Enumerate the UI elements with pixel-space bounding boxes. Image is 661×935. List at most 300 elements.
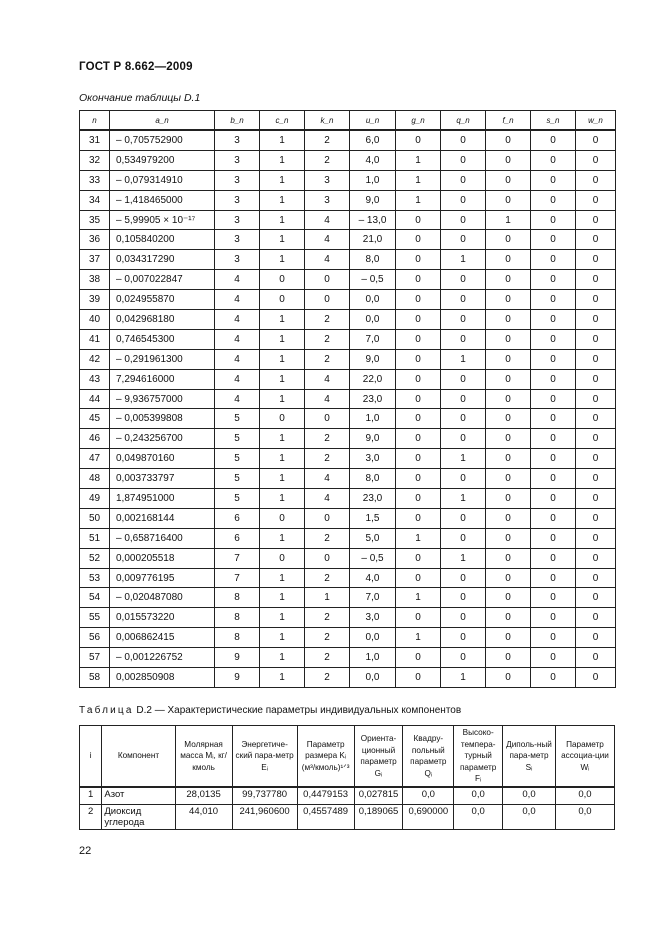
table-cell: 5 bbox=[215, 449, 260, 469]
table1-col-header: g_n bbox=[396, 111, 441, 131]
table-cell: 0 bbox=[441, 429, 486, 449]
table-cell: 0 bbox=[531, 210, 576, 230]
table-row bbox=[80, 230, 616, 250]
table-row bbox=[80, 489, 616, 509]
table-cell: 0 bbox=[396, 310, 441, 330]
table-cell: 0 bbox=[441, 190, 486, 210]
table2-col-header: Параметр ассоциа-ции Wᵢ bbox=[555, 726, 614, 788]
table-cell: 1 bbox=[260, 329, 305, 349]
table-cell: 0 bbox=[260, 270, 305, 290]
table-cell: 0 bbox=[531, 310, 576, 330]
table-cell: 0 bbox=[486, 588, 531, 608]
table-row bbox=[80, 369, 616, 389]
table-cell: 0 bbox=[486, 568, 531, 588]
table-cell: 39 bbox=[80, 290, 110, 310]
table-cell: 1 bbox=[260, 389, 305, 409]
table-cell: 3 bbox=[215, 190, 260, 210]
table-cell: 0 bbox=[531, 150, 576, 170]
table-cell: 0 bbox=[576, 608, 616, 628]
table-cell: 0 bbox=[531, 369, 576, 389]
table-cell: 41 bbox=[80, 329, 110, 349]
table-cell: 0,009776195 bbox=[110, 568, 215, 588]
table-cell: 3,0 bbox=[350, 449, 396, 469]
table-cell: 0 bbox=[576, 489, 616, 509]
table-cell: 44,010 bbox=[175, 805, 232, 830]
table-cell: 0 bbox=[396, 369, 441, 389]
table-cell: 1,0 bbox=[350, 409, 396, 429]
table-cell: 0 bbox=[441, 389, 486, 409]
table-cell: 21,0 bbox=[350, 230, 396, 250]
table-cell: 7 bbox=[215, 548, 260, 568]
table-cell: 1 bbox=[305, 588, 350, 608]
table-row bbox=[80, 787, 615, 805]
table-cell: 1 bbox=[441, 449, 486, 469]
table-cell: 22,0 bbox=[350, 369, 396, 389]
table-cell: Азот bbox=[102, 787, 175, 805]
table-cell: 7,0 bbox=[350, 588, 396, 608]
table-cell: 1 bbox=[396, 588, 441, 608]
table-cell: 2 bbox=[305, 608, 350, 628]
table-cell: 0 bbox=[441, 469, 486, 489]
table-cell: 0,006862415 bbox=[110, 628, 215, 648]
table-cell: 48 bbox=[80, 469, 110, 489]
table-cell: 2 bbox=[305, 130, 350, 150]
table-cell: 45 bbox=[80, 409, 110, 429]
table-cell: 0 bbox=[576, 369, 616, 389]
table-cell: – 5,99905 × 10⁻¹⁷ bbox=[110, 210, 215, 230]
table-cell: 0 bbox=[576, 150, 616, 170]
table-row bbox=[80, 389, 616, 409]
table2-caption bbox=[79, 705, 461, 716]
table-cell: 49 bbox=[80, 489, 110, 509]
table-cell: 36 bbox=[80, 230, 110, 250]
table-cell: 0 bbox=[531, 429, 576, 449]
table-cell: 0 bbox=[531, 588, 576, 608]
table-cell: 35 bbox=[80, 210, 110, 230]
table-cell: 2 bbox=[305, 628, 350, 648]
table-cell: 0 bbox=[531, 668, 576, 688]
table-cell: 23,0 bbox=[350, 489, 396, 509]
table-cell: 0 bbox=[441, 329, 486, 349]
table-cell: 0 bbox=[396, 349, 441, 369]
table2-col-header: Ориента-ционный параметр Gᵢ bbox=[354, 726, 403, 788]
table-cell: 0 bbox=[396, 449, 441, 469]
table1-col-header: u_n bbox=[350, 111, 396, 131]
table-row bbox=[80, 668, 616, 688]
table-cell: 3 bbox=[215, 230, 260, 250]
table-cell: 2 bbox=[305, 429, 350, 449]
table-cell: 0,000205518 bbox=[110, 548, 215, 568]
table-cell: 9,0 bbox=[350, 349, 396, 369]
table-row bbox=[80, 190, 616, 210]
table-cell: 0 bbox=[486, 508, 531, 528]
table1-header-row bbox=[80, 111, 616, 131]
table-cell: 0 bbox=[441, 588, 486, 608]
table-cell: 0 bbox=[486, 170, 531, 190]
table-cell: 0 bbox=[305, 409, 350, 429]
table-cell: 3 bbox=[215, 250, 260, 270]
table1-col-header: f_n bbox=[486, 111, 531, 131]
table-cell: 0 bbox=[441, 270, 486, 290]
table-cell: 34 bbox=[80, 190, 110, 210]
table-cell: 0 bbox=[441, 528, 486, 548]
table-cell: 0,049870160 bbox=[110, 449, 215, 469]
table-cell: 0 bbox=[576, 230, 616, 250]
table2-caption-text: D.2 — Характеристические параметры индивидуальных компонентов bbox=[133, 705, 462, 716]
table-cell: 0,027815 bbox=[354, 787, 403, 805]
table-cell: 1 bbox=[260, 369, 305, 389]
table-cell: 1 bbox=[441, 349, 486, 369]
table-cell: – 0,705752900 bbox=[110, 130, 215, 150]
table-cell: 3 bbox=[305, 190, 350, 210]
table-cell: 0,034317290 bbox=[110, 250, 215, 270]
table-row bbox=[80, 130, 616, 150]
table-cell: – 1,418465000 bbox=[110, 190, 215, 210]
table-cell: 0 bbox=[396, 508, 441, 528]
table-row bbox=[80, 310, 616, 330]
table-cell: 4 bbox=[305, 389, 350, 409]
table-cell: 0 bbox=[531, 290, 576, 310]
table-cell: 0 bbox=[486, 190, 531, 210]
table-cell: 1 bbox=[260, 568, 305, 588]
table-cell: 0 bbox=[531, 628, 576, 648]
table-cell: 0 bbox=[396, 489, 441, 509]
table-cell: 9 bbox=[215, 668, 260, 688]
table-cell: 2 bbox=[305, 568, 350, 588]
table-cell: 0 bbox=[531, 489, 576, 509]
table-cell: 4 bbox=[305, 369, 350, 389]
table-row bbox=[80, 528, 616, 548]
table-cell: 6,0 bbox=[350, 130, 396, 150]
table-cell: 4 bbox=[215, 389, 260, 409]
table-cell: 0 bbox=[305, 548, 350, 568]
table-cell: 0,0 bbox=[454, 787, 503, 805]
table-cell: 1 bbox=[260, 449, 305, 469]
table-cell: 31 bbox=[80, 130, 110, 150]
table-cell: 0 bbox=[486, 389, 531, 409]
table-cell: 43 bbox=[80, 369, 110, 389]
table-cell: 0 bbox=[396, 270, 441, 290]
table-cell: 1 bbox=[260, 130, 305, 150]
table-cell: 0 bbox=[576, 409, 616, 429]
table-cell: 7,294616000 bbox=[110, 369, 215, 389]
table-cell: 54 bbox=[80, 588, 110, 608]
table-cell: 0 bbox=[576, 290, 616, 310]
table-cell: 2 bbox=[305, 349, 350, 369]
table-cell: 1 bbox=[260, 250, 305, 270]
table-cell: 0 bbox=[396, 290, 441, 310]
table-cell: 4,0 bbox=[350, 568, 396, 588]
table-cell: 0 bbox=[441, 648, 486, 668]
table-cell: 9,0 bbox=[350, 429, 396, 449]
table-cell: 0 bbox=[441, 310, 486, 330]
table-cell: 4 bbox=[215, 369, 260, 389]
table-cell: 3 bbox=[305, 170, 350, 190]
table-row bbox=[80, 150, 616, 170]
table-cell: 3 bbox=[215, 170, 260, 190]
table-cell: 55 bbox=[80, 608, 110, 628]
table-cell: 0 bbox=[396, 250, 441, 270]
table-cell: 0 bbox=[531, 469, 576, 489]
table-row bbox=[80, 250, 616, 270]
table-cell: 38 bbox=[80, 270, 110, 290]
table-cell: 1 bbox=[441, 668, 486, 688]
table-cell: 4 bbox=[215, 329, 260, 349]
table-cell: 0 bbox=[441, 170, 486, 190]
table-cell: 0 bbox=[396, 548, 441, 568]
table-cell: 0 bbox=[396, 130, 441, 150]
table-cell: 1 bbox=[260, 648, 305, 668]
table-cell: 6 bbox=[215, 528, 260, 548]
table-cell: 0 bbox=[531, 389, 576, 409]
table-row bbox=[80, 210, 616, 230]
table-cell: 5 bbox=[215, 429, 260, 449]
table-cell: 32 bbox=[80, 150, 110, 170]
table-row bbox=[80, 329, 616, 349]
table-cell: 0 bbox=[576, 170, 616, 190]
table-cell: 0 bbox=[305, 270, 350, 290]
table-cell: 0 bbox=[576, 588, 616, 608]
table-cell: 1 bbox=[441, 250, 486, 270]
table1-col-header: a_n bbox=[110, 111, 215, 131]
table-cell: 0,003733797 bbox=[110, 469, 215, 489]
table-cell: 0,002168144 bbox=[110, 508, 215, 528]
table-cell: 2 bbox=[305, 528, 350, 548]
table-cell: 0 bbox=[396, 329, 441, 349]
table-cell: 1 bbox=[396, 170, 441, 190]
table-cell: 0 bbox=[576, 449, 616, 469]
table-cell: 0,4479153 bbox=[297, 787, 354, 805]
table-cell: 1,0 bbox=[350, 648, 396, 668]
table-cell: 0 bbox=[576, 508, 616, 528]
table2-col-header: i bbox=[80, 726, 102, 788]
table-d1 bbox=[79, 110, 616, 688]
table-cell: 1 bbox=[396, 528, 441, 548]
table-cell: 0 bbox=[486, 648, 531, 668]
table-cell: 1 bbox=[396, 150, 441, 170]
table-cell: 0 bbox=[486, 409, 531, 429]
table-cell: 0 bbox=[531, 250, 576, 270]
table2-col-header: Молярная масса Mᵢ, кг/кмоль bbox=[175, 726, 232, 788]
table-cell: 0 bbox=[260, 290, 305, 310]
table-cell: 52 bbox=[80, 548, 110, 568]
table-cell: 0 bbox=[531, 608, 576, 628]
table-cell: 0,0 bbox=[350, 310, 396, 330]
table-cell: 241,960600 bbox=[232, 805, 297, 830]
table-cell: 0 bbox=[576, 548, 616, 568]
table-cell: 0 bbox=[576, 568, 616, 588]
table-cell: 0 bbox=[531, 449, 576, 469]
table-cell: 0,0 bbox=[555, 787, 614, 805]
table-cell: 56 bbox=[80, 628, 110, 648]
table-row bbox=[80, 548, 616, 568]
table-cell: 0 bbox=[396, 568, 441, 588]
table-cell: – 0,291961300 bbox=[110, 349, 215, 369]
table-cell: – 0,079314910 bbox=[110, 170, 215, 190]
table-row bbox=[80, 429, 616, 449]
table-cell: 1 bbox=[260, 349, 305, 369]
table2-col-header: Энергетиче-ский пара-метр Eᵢ bbox=[232, 726, 297, 788]
table-cell: 0 bbox=[576, 668, 616, 688]
table-cell: 0,002850908 bbox=[110, 668, 215, 688]
table-cell: 4,0 bbox=[350, 150, 396, 170]
table-cell: 3 bbox=[215, 210, 260, 230]
table1-col-header: k_n bbox=[305, 111, 350, 131]
table-cell: 0 bbox=[486, 628, 531, 648]
table-cell: 0 bbox=[441, 508, 486, 528]
table-cell: 0 bbox=[576, 528, 616, 548]
table-cell: 4 bbox=[305, 210, 350, 230]
table-cell: 0 bbox=[486, 270, 531, 290]
table-cell: 1 bbox=[260, 210, 305, 230]
table-cell: – 0,5 bbox=[350, 548, 396, 568]
table-cell: 0 bbox=[531, 329, 576, 349]
table-cell: – 0,020487080 bbox=[110, 588, 215, 608]
table-cell: 0 bbox=[576, 329, 616, 349]
table-cell: 0 bbox=[260, 548, 305, 568]
table-cell: 1,5 bbox=[350, 508, 396, 528]
table-cell: 0 bbox=[305, 290, 350, 310]
table-cell: 0 bbox=[486, 349, 531, 369]
table-cell: 1 bbox=[260, 608, 305, 628]
document-header: ГОСТ Р 8.662—2009 bbox=[79, 61, 193, 73]
table-cell: 0 bbox=[441, 230, 486, 250]
table-cell: 0,0 bbox=[350, 628, 396, 648]
table-cell: 2 bbox=[80, 805, 102, 830]
table-cell: 0 bbox=[531, 568, 576, 588]
table-cell: 9 bbox=[215, 648, 260, 668]
table-cell: 50 bbox=[80, 508, 110, 528]
table-cell: 5 bbox=[215, 489, 260, 509]
table-cell: 0 bbox=[396, 648, 441, 668]
table-cell: 9,0 bbox=[350, 190, 396, 210]
table-cell: 1 bbox=[260, 190, 305, 210]
table-cell: 5 bbox=[215, 469, 260, 489]
table-cell: 7 bbox=[215, 568, 260, 588]
table-cell: 0,0 bbox=[350, 290, 396, 310]
table-cell: 0 bbox=[576, 310, 616, 330]
table2-col-header: Компонент bbox=[102, 726, 175, 788]
table-cell: 2 bbox=[305, 150, 350, 170]
table-cell: 0 bbox=[576, 349, 616, 369]
table-cell: 4 bbox=[305, 489, 350, 509]
table-cell: 0 bbox=[486, 449, 531, 469]
table-cell: – 0,243256700 bbox=[110, 429, 215, 449]
table-cell: 4 bbox=[215, 310, 260, 330]
table-cell: 0 bbox=[486, 469, 531, 489]
table-cell: 1 bbox=[260, 528, 305, 548]
table-cell: 0,189065 bbox=[354, 805, 403, 830]
table-cell: 0,0 bbox=[454, 805, 503, 830]
table-cell: 0 bbox=[486, 369, 531, 389]
table-cell: 46 bbox=[80, 429, 110, 449]
table-row bbox=[80, 805, 615, 830]
table-cell: 2 bbox=[305, 648, 350, 668]
table-cell: 1 bbox=[396, 190, 441, 210]
table-cell: 0,0 bbox=[403, 787, 454, 805]
table-cell: 0 bbox=[260, 508, 305, 528]
table-row bbox=[80, 170, 616, 190]
table-cell: 0 bbox=[486, 230, 531, 250]
table-cell: 37 bbox=[80, 250, 110, 270]
table-cell: 0,042968180 bbox=[110, 310, 215, 330]
table-cell: 1 bbox=[260, 310, 305, 330]
table-cell: 99,737780 bbox=[232, 787, 297, 805]
table-cell: 28,0135 bbox=[175, 787, 232, 805]
table-cell: 2 bbox=[305, 329, 350, 349]
table-cell: 0 bbox=[396, 668, 441, 688]
table-cell: 3,0 bbox=[350, 608, 396, 628]
table-cell: 4 bbox=[305, 469, 350, 489]
table-cell: 4 bbox=[305, 250, 350, 270]
table2-col-header: Квадру-польный параметр Qᵢ bbox=[403, 726, 454, 788]
table-cell: 4 bbox=[305, 230, 350, 250]
table-cell: 1 bbox=[441, 489, 486, 509]
table-cell: 0 bbox=[441, 628, 486, 648]
table-cell: 0,4557489 bbox=[297, 805, 354, 830]
table-cell: 0 bbox=[576, 270, 616, 290]
table-cell: 0 bbox=[486, 548, 531, 568]
table-cell: 1 bbox=[486, 210, 531, 230]
table-cell: 0,534979200 bbox=[110, 150, 215, 170]
table-cell: – 0,5 bbox=[350, 270, 396, 290]
table-cell: 53 bbox=[80, 568, 110, 588]
table-cell: 0,0 bbox=[555, 805, 614, 830]
table-cell: 0 bbox=[441, 210, 486, 230]
table-cell: 0 bbox=[531, 648, 576, 668]
table-cell: 0,024955870 bbox=[110, 290, 215, 310]
table-cell: 0 bbox=[486, 150, 531, 170]
table-cell: 57 bbox=[80, 648, 110, 668]
table-cell: 0 bbox=[576, 190, 616, 210]
table-cell: 0 bbox=[576, 389, 616, 409]
table-row bbox=[80, 628, 616, 648]
table-cell: 0,0 bbox=[503, 805, 556, 830]
table-cell: 2 bbox=[305, 668, 350, 688]
table-cell: 0 bbox=[396, 608, 441, 628]
table-cell: – 0,658716400 bbox=[110, 528, 215, 548]
table1-col-header: s_n bbox=[531, 111, 576, 131]
table-cell: 0 bbox=[576, 250, 616, 270]
table2-caption-prefix: Таблица bbox=[79, 705, 134, 716]
table-cell: 0 bbox=[531, 349, 576, 369]
table-row bbox=[80, 648, 616, 668]
table-cell: 58 bbox=[80, 668, 110, 688]
table1-col-header: n bbox=[80, 111, 110, 131]
table-cell: 0 bbox=[576, 429, 616, 449]
table-cell: – 0,005399808 bbox=[110, 409, 215, 429]
table-cell: 3 bbox=[215, 150, 260, 170]
table-row bbox=[80, 449, 616, 469]
table-cell: 0 bbox=[576, 130, 616, 150]
table-row bbox=[80, 270, 616, 290]
table-row bbox=[80, 290, 616, 310]
table-cell: 8 bbox=[215, 588, 260, 608]
table-cell: 4 bbox=[215, 270, 260, 290]
table-row bbox=[80, 608, 616, 628]
table-cell: 1 bbox=[260, 588, 305, 608]
table-cell: 0 bbox=[576, 469, 616, 489]
table-cell: 0 bbox=[531, 170, 576, 190]
table-cell: 0 bbox=[576, 628, 616, 648]
table2-col-header: Высоко-темпера-турный параметр Fᵢ bbox=[454, 726, 503, 788]
table-cell: – 9,936757000 bbox=[110, 389, 215, 409]
table-cell: 0 bbox=[486, 608, 531, 628]
table-cell: 8 bbox=[215, 628, 260, 648]
table-cell: 1 bbox=[441, 548, 486, 568]
table-cell: 1 bbox=[260, 230, 305, 250]
table-cell: 0 bbox=[441, 369, 486, 389]
